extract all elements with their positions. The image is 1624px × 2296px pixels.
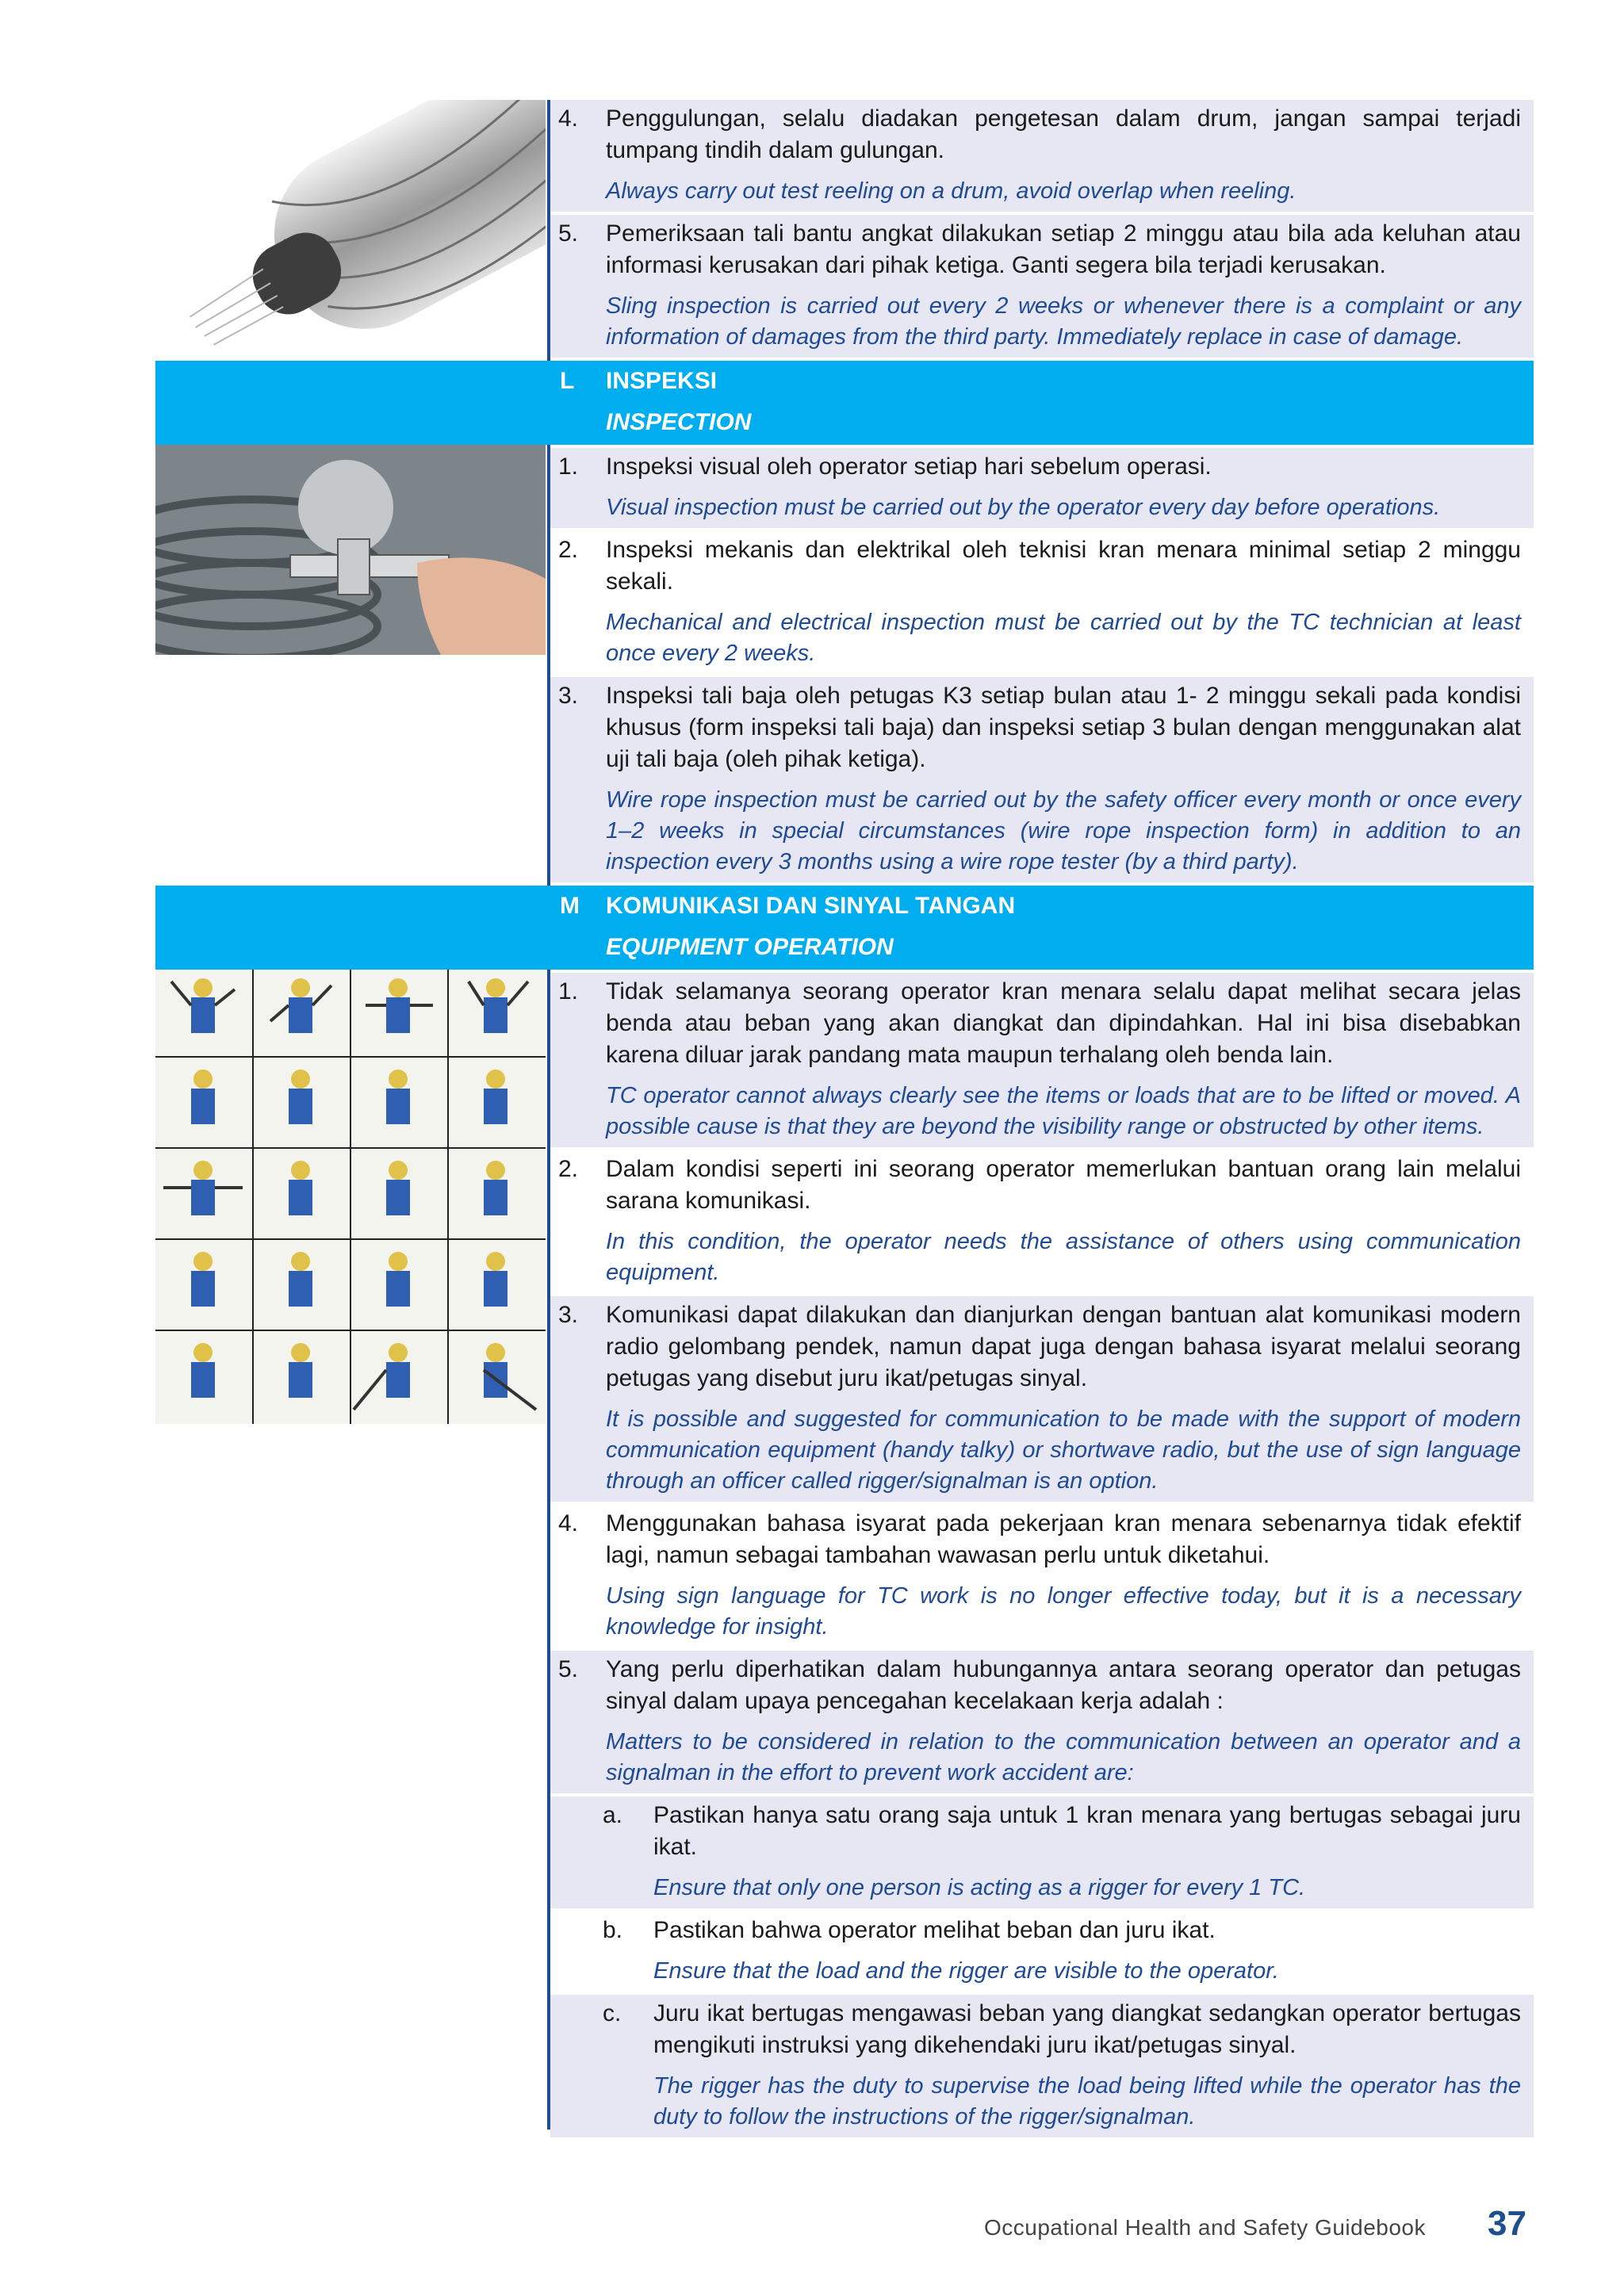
indonesian-text: Menggunakan bahasa isyarat pada pekerjaan kran menara sebenarnya tidak efektif lagi, namun sebagai tambahan wawasan perlu untuk diketahui. xyxy=(606,1510,1521,1568)
item-number: 4. xyxy=(558,1510,579,1536)
english-text: Visual inspection must be carried out by the operator every day before operations. xyxy=(606,495,1441,520)
list-item xyxy=(550,1150,1534,1293)
footer-title: Occupational Health and Safety Guidebook xyxy=(983,2215,1426,2240)
list-item xyxy=(550,1651,1534,1793)
item-number: 1. xyxy=(558,978,579,1004)
item-number: 5. xyxy=(558,220,579,247)
indonesian-text: Inspeksi visual oleh operator setiap hari sebelum operasi. xyxy=(606,453,1212,480)
english-text: It is possible and suggested for communication to be made with the support of modern communication equipment (handy talky) or shortwave radio, but the use of sign language through an officer called rigger/signalman is an option. xyxy=(606,1406,1521,1494)
item-number: 1. xyxy=(558,453,579,480)
item-number: 4. xyxy=(558,105,579,132)
list-item xyxy=(550,677,1534,882)
section-title-english: INSPECTION xyxy=(606,409,752,435)
indonesian-text: Tidak selamanya seorang operator kran menara selalu dapat melihat secara jelas benda atau beban yang akan diangkat dan dipindahkan. Hal ini bisa disebabkan karena diluar jarak pandang mata maupun terhalang oleh benda lain. xyxy=(606,978,1521,1068)
list-item xyxy=(550,1296,1534,1502)
sub-item-letter: b. xyxy=(603,1917,623,1943)
item-number: 2. xyxy=(558,537,579,563)
content-column xyxy=(550,100,1534,2141)
english-text: Mechanical and electrical inspection must be carried out by the TC technician at least once every 2 weeks. xyxy=(606,610,1521,666)
list-item xyxy=(550,448,1534,528)
sub-list-item xyxy=(550,1995,1534,2137)
sub-list-item xyxy=(550,1911,1534,1992)
list-item xyxy=(550,215,1534,358)
item-number: 5. xyxy=(558,1656,579,1682)
indonesian-text: Juru ikat bertugas mengawasi beban yang diangkat sedangkan operator bertugas mengikuti instruksi yang dikehendaki juru ikat/petugas sinyal. xyxy=(653,2000,1521,2058)
section-letter: M xyxy=(560,893,580,919)
indonesian-text: Pemeriksaan tali bantu angkat dilakukan setiap 2 minggu atau bila ada keluhan atau informasi kerusakan dari pihak ketiga. Ganti segera bila terjadi kerusakan. xyxy=(606,220,1521,278)
english-text: TC operator cannot always clearly see the items or loads that are to be lifted or moved. A possible cause is that they are beyond the visibility range or obstructed by other items. xyxy=(606,1083,1521,1139)
section-letter: L xyxy=(560,368,575,394)
section-title: KOMUNIKASI DAN SINYAL TANGAN xyxy=(606,893,1016,919)
sub-item-letter: a. xyxy=(603,1802,623,1828)
indonesian-text: Dalam kondisi seperti ini seorang operator memerlukan bantuan orang lain melalui sarana komunikasi. xyxy=(606,1156,1521,1214)
list-item xyxy=(550,100,1534,212)
page-number: 37 xyxy=(1488,2204,1526,2243)
sub-item-letter: c. xyxy=(603,2000,622,2026)
english-text: Always carry out test reeling on a drum, avoid overlap when reeling. xyxy=(606,178,1297,204)
list-item xyxy=(550,531,1534,674)
indonesian-text: Penggulungan, selalu diadakan pengetesan dalam drum, jangan sampai terjadi tumpang tindih dalam gulungan. xyxy=(606,105,1521,163)
sub-list-item xyxy=(550,1797,1534,1908)
item-number: 3. xyxy=(558,683,579,709)
english-text: Sling inspection is carried out every 2 weeks or whenever there is a complaint or any information of damages from the third party. Immediately replace in case of damage. xyxy=(606,293,1521,350)
wire-rope-photo xyxy=(155,100,546,362)
indonesian-text: Pastikan hanya satu orang saja untuk 1 kran menara yang bertugas sebagai juru ikat. xyxy=(653,1802,1521,1860)
item-number: 3. xyxy=(558,1302,579,1328)
hand-signals-chart xyxy=(155,966,546,1424)
section-title: INSPEKSI xyxy=(606,368,718,394)
english-text: In this condition, the operator needs the assistance of others using communication equipment. xyxy=(606,1229,1521,1285)
indonesian-text: Inspeksi tali baja oleh petugas K3 setiap bulan atau 1- 2 minggu sekali pada kondisi khusus (form inspeksi tali baja) dan inspeksi setiap 3 bulan dengan menggunakan alat uji tali baja (oleh pihak ketiga). xyxy=(606,683,1521,772)
caliper-rope-inspection-photo xyxy=(155,444,546,655)
section-title-english: EQUIPMENT OPERATION xyxy=(606,934,894,960)
indonesian-text: Inspeksi mekanis dan elektrikal oleh teknisi kran menara minimal setiap 2 minggu sekali. xyxy=(606,537,1521,595)
indonesian-text: Yang perlu diperhatikan dalam hubungannya antara seorang operator dan petugas sinyal dalam upaya pencegahan kecelakaan kerja adalah : xyxy=(606,1656,1521,1714)
english-text: Matters to be considered in relation to the communication between an operator and a signalman in the effort to prevent work accident are: xyxy=(606,1729,1521,1785)
english-text: Wire rope inspection must be carried out by the safety officer every month or once every 1–2 weeks in special circumstances (wire rope inspection form) in addition to an inspection every 3 months using a wire rope tester (by a third party). xyxy=(606,787,1521,874)
section-header-communication xyxy=(550,886,1534,970)
english-text: Ensure that only one person is acting as a rigger for every 1 TC. xyxy=(653,1875,1306,1900)
english-text: Ensure that the load and the rigger are visible to the operator. xyxy=(653,1958,1279,1984)
english-text: The rigger has the duty to supervise the load being lifted while the operator has the duty to follow the instructions of the rigger/signalman. xyxy=(653,2073,1521,2130)
indonesian-text: Pastikan bahwa operator melihat beban dan juru ikat. xyxy=(653,1917,1216,1943)
section-header-inspection xyxy=(550,361,1534,445)
list-item xyxy=(550,1505,1534,1647)
indonesian-text: Komunikasi dapat dilakukan dan dianjurkan dengan bantuan alat komunikasi modern radio gelombang pendek, namun dapat juga dengan bahasa isyarat melalui seorang petugas yang disebut juru ikat/petugas sinyal. xyxy=(606,1302,1521,1391)
item-number: 2. xyxy=(558,1156,579,1182)
list-item xyxy=(550,973,1534,1147)
english-text: Using sign language for TC work is no longer effective today, but it is a necessary knowledge for insight. xyxy=(606,1583,1521,1640)
